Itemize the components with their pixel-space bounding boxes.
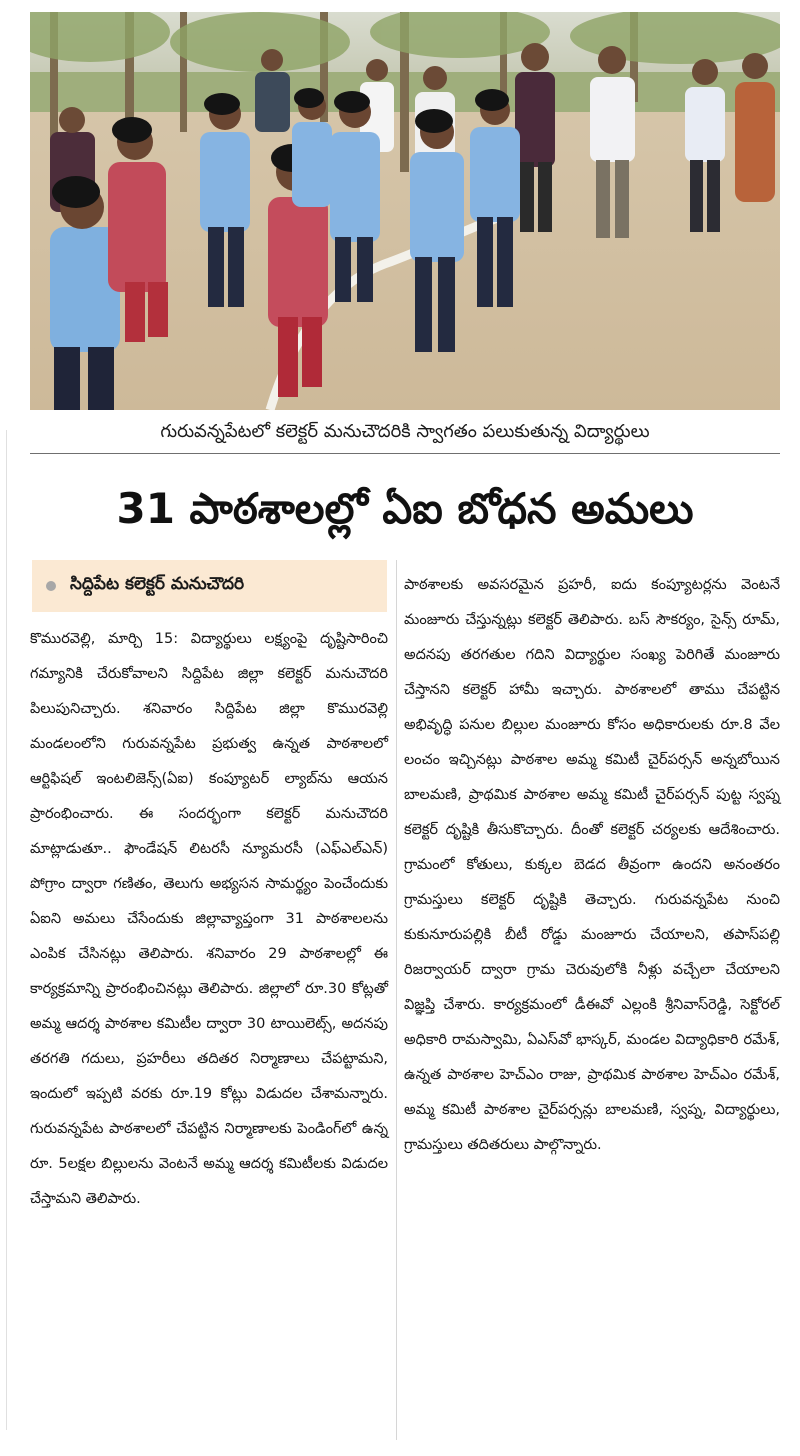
- column-divider: [396, 560, 397, 1440]
- headline: 31 పాఠశాలల్లో ఏఐ బోధన అమలు: [116, 484, 694, 533]
- article-paragraph-right: పాఠశాలకు అవసరమైన ప్రహరీ, ఐదు కంప్యూటర్లను వెంటనే మంజూరు చేస్తున్నట్లు కలెక్టర్ తెలిపారు. బస్ సౌకర్యం, సైన్స్ రూమ్, అదనపు తరగతుల గదిని విద్యార్థుల సంఖ్య పెరిగితే మంజూరు చేస్తానని కలెక్టర్ హామీ ఇచ్చారు. పాఠశాలలో తాము చేపట్టిన అభివృద్ధి పనుల బిల్లుల మంజూరు కోసం అధికారులకు రూ.8 వేల లంచం ఇచ్చినట్లు పాఠశాల అమ్మ కమిటీ చైర్‌పర్సన్ అన్నబోయిన బాలమణి, ప్రాథమిక పాఠశాల అమ్మ కమిటీ చైర్‌పర్సన్ పుట్ట స్వప్న కలెక్టర్ దృష్టికి తీసుకొచ్చారు. దీంతో కలెక్టర్ చర్యలకు ఆదేశించారు. గ్రామంలో కోతులు, కుక్కల బెడద తీవ్రంగా ఉందని అనంతరం గ్రామస్తులు కలెక్టర్ దృష్టికి తెచ్చారు. గురువన్నపేట నుంచి కుకునూరుపల్లికి బీటీ రోడ్డు మంజూరు చేయాలని, తపాస్‌పల్లి రిజర్వాయర్ ద్వారా గ్రామ చెరువులోకి నీళ్లు వచ్చేలా చేయాలని విజ్ఞప్తి చేశారు. కార్యక్రమంలో డీఈవో ఎల్లంకి శ్రీనివాస్‌రెడ్డి, సెక్టోరల్ అధికారి రామస్వామి, ఏఎస్‌వో భాస్కర్, మండల విద్యాధికారి రమేశ్, ఉన్నత పాఠశాల హెచ్ఎం రాజు, ప్రాథమిక పాఠశాల హెచ్ఎం రమేశ్, అమ్మ కమిటీ పాఠశాల చైర్‌పర్సన్లు బాలమణి, స్వప్న, విద్యార్థులు, గ్రామస్తులు తదితరులు పాల్గొన్నారు.: [404, 577, 780, 1153]
- article-paragraph-left: కొమురవెల్లి, మార్చి 15: విద్యార్థులు లక్ష్యంపై దృష్టిసారించి గమ్యానికి చేరుకోవాలని సిద్దిపేట జిల్లా కలెక్టర్ మనుచౌదరి పిలుపునిచ్చారు. శనివారం సిద్దిపేట జిల్లా కొమురవెల్లి మండలంలోని గురువన్నపేట ప్రభుత్వ ఉన్నత పాఠశాలలో ఆర్టిఫిషల్ ఇంటలిజెన్స్(ఏఐ) కంప్యూటర్ ల్యాబ్‌ను ఆయన ప్రారంభించారు. ఈ సందర్భంగా కలెక్టర్ మనుచౌదరి మాట్లాడుతూ.. ఫౌండేషన్ లిటరసీ న్యూమరసీ (ఎఫ్ఎల్ఎన్) పోగ్రాం ద్వారా గణితం, తెలుగు అభ్యసన సామర్థ్యం పెంచేందుకు ఏఐని అమలు చేసేందుకు జిల్లావ్యాప్తంగా 31 పాఠశాలలను ఎంపిక చేసినట్లు తెలిపారు. శనివారం 29 పాఠశాలల్లో ఈ కార్యక్రమాన్ని ప్రారంభించినట్లు తెలిపారు. జిల్లాలో రూ.30 కోట్లతో అమ్మ ఆదర్శ పాఠశాల కమిటీల ద్వారా 30 టాయిలెట్స్, అదనపు తరగతి గదులు, ప్రహరీలు తదితర నిర్మాణాలు చేపట్టామని, ఇందులో ఇప్పటి వరకు రూ.19 కోట్లు విడుదల చేశామన్నారు. గురువన్నపేట పాఠశాలలో చేపట్టిన నిర్మాణాలకు పెండింగ్‌లో ఉన్న రూ. 5లక్షల బిల్లులను వెంటనే అమ్మ ఆదర్శ కమిటీలకు విడుదల చేస్తామని తెలిపారు.: [30, 631, 388, 1207]
- caption-divider: [30, 453, 780, 454]
- byline-text: సిద్దిపేట కలెక్టర్ మనుచౌదరి: [70, 574, 245, 594]
- news-photo: [30, 12, 780, 410]
- article-column-left: [30, 622, 388, 1217]
- bullet-icon: [46, 581, 56, 591]
- byline-box: [32, 560, 387, 612]
- page-edge-line: [6, 430, 7, 1430]
- article-column-right: [404, 568, 780, 1163]
- photo-caption: గురువన్నపేటలో కలెక్టర్ మనుచౌదరికి స్వాగతం పలుకుతున్న విద్యార్థులు: [160, 421, 650, 442]
- students-walking-photo-icon: [30, 12, 780, 410]
